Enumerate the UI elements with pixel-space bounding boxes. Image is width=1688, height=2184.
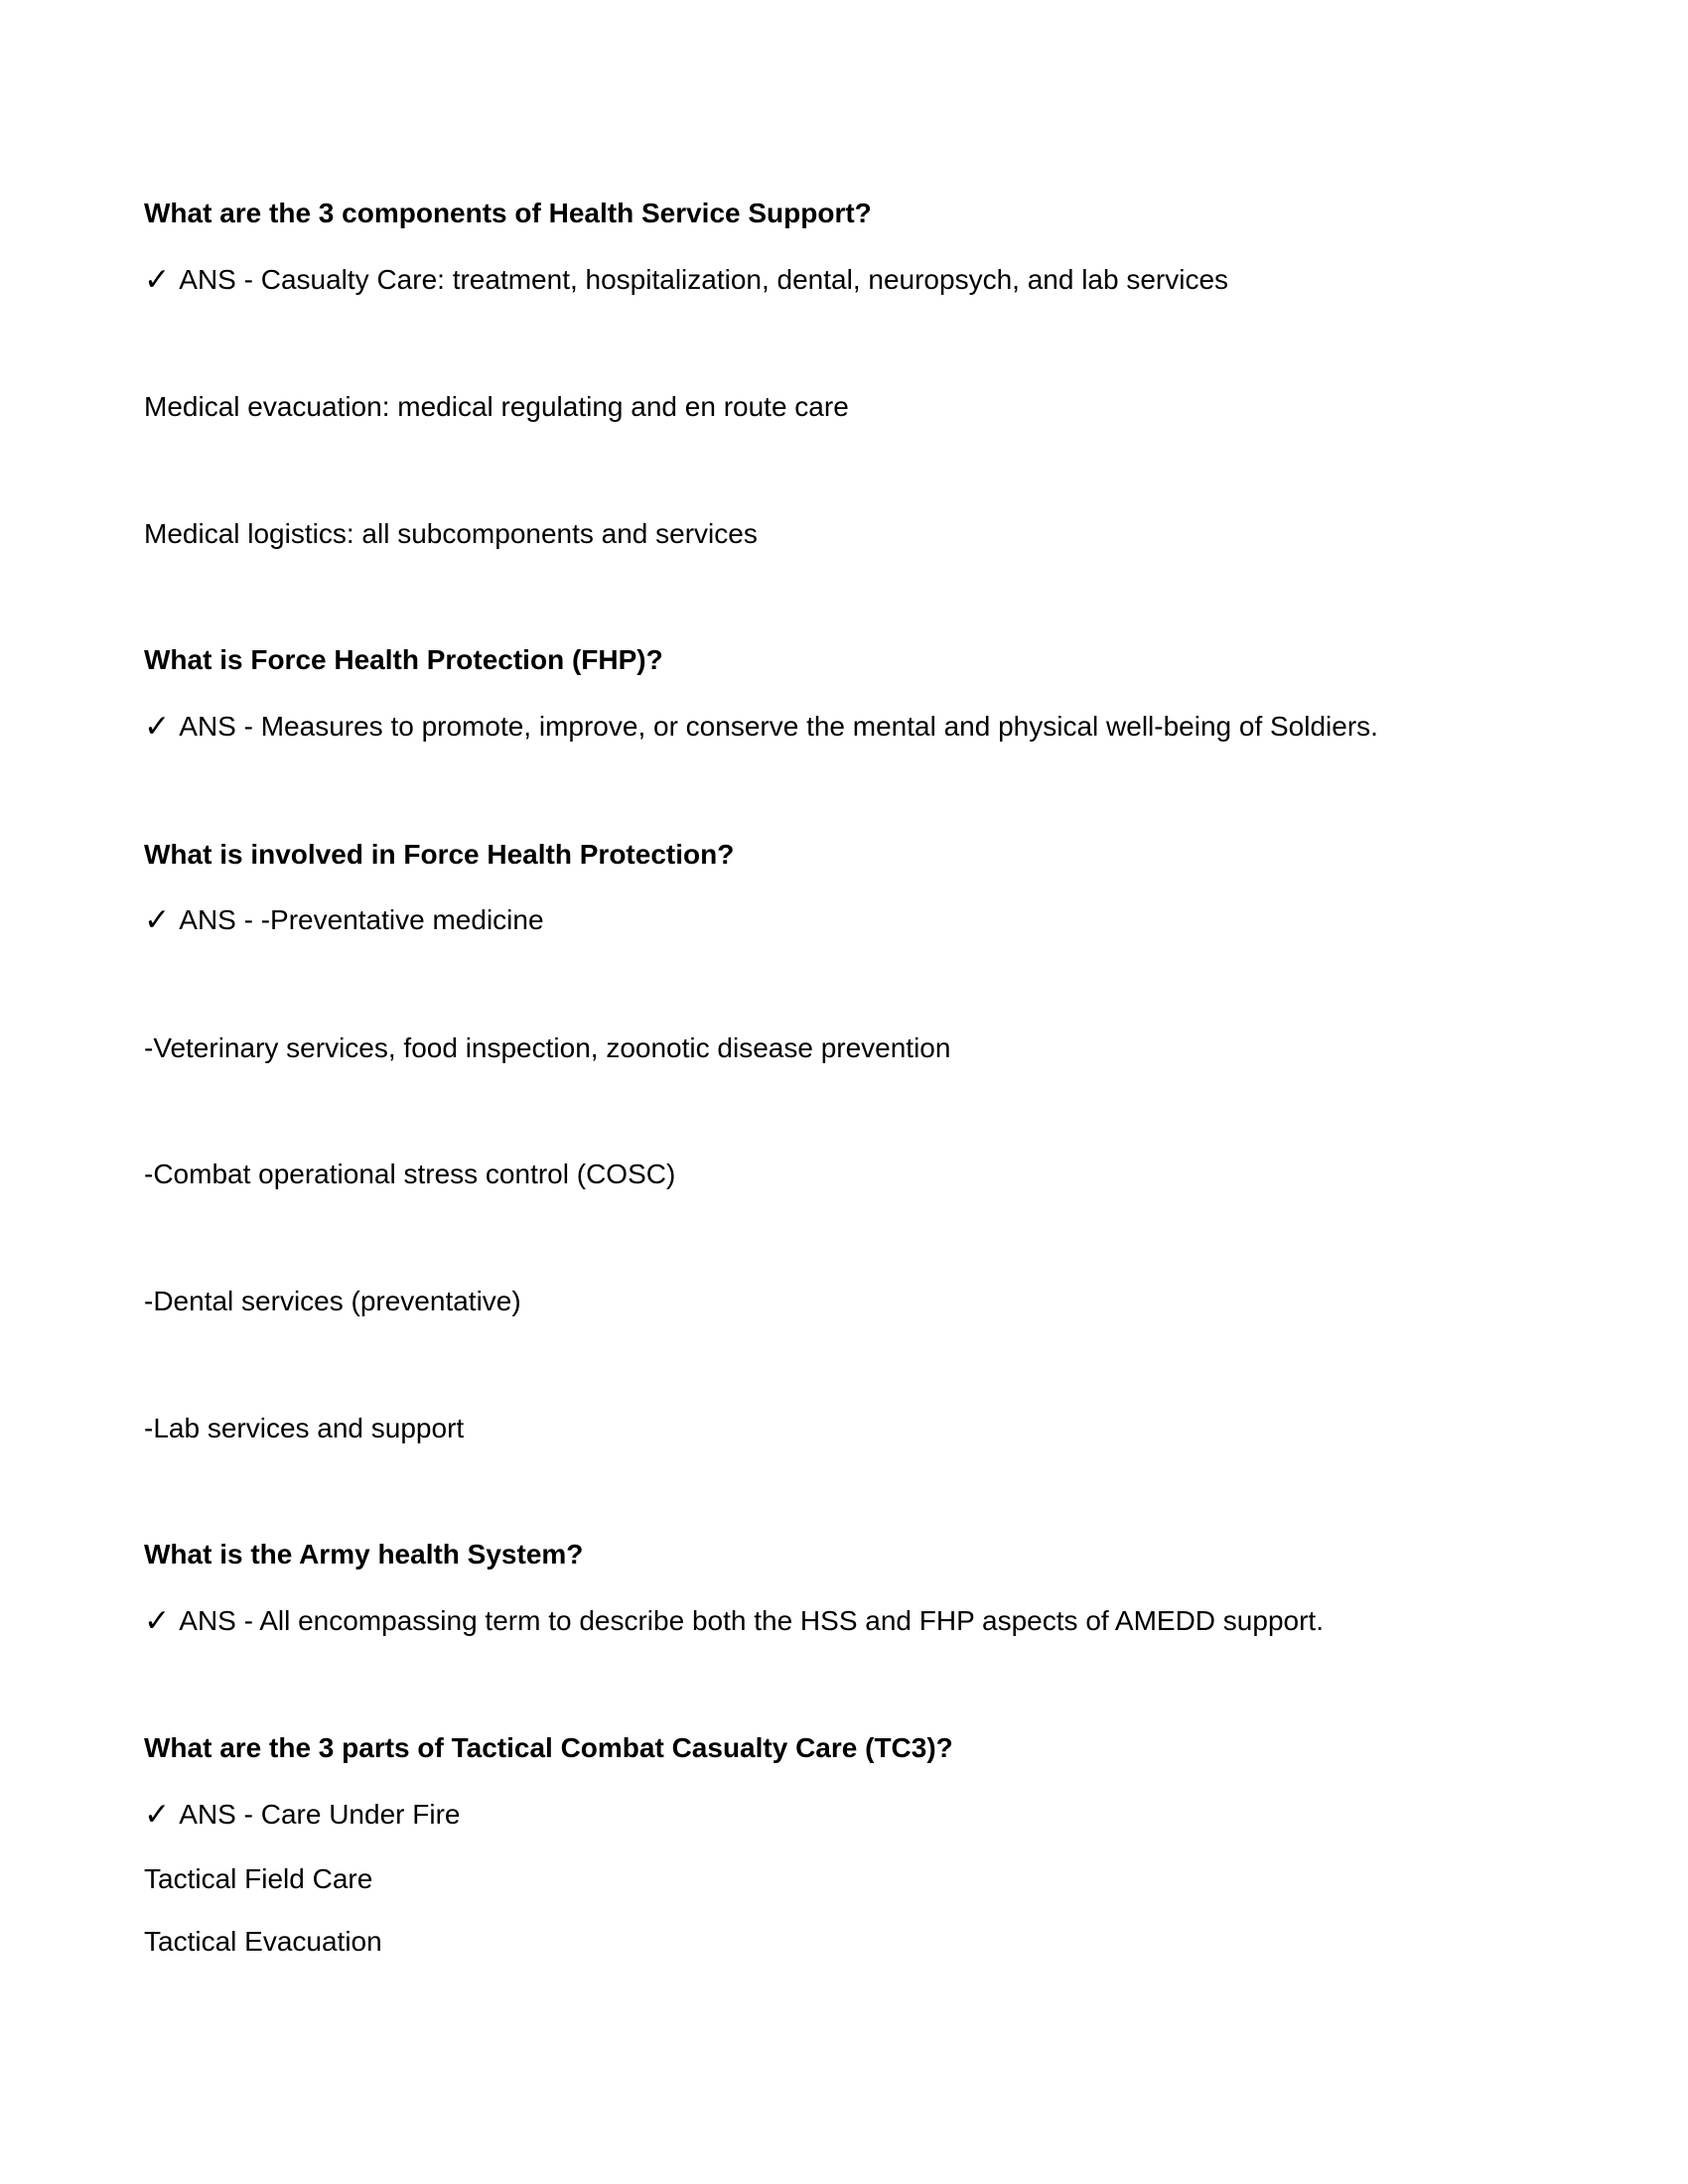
- answer-line: [144, 1795, 1539, 1833]
- answer-text: ANS - -Preventative medicine: [179, 904, 544, 936]
- checkmark-icon: ✓: [144, 261, 171, 297]
- question-heading: What are the 3 components of Health Service Support?: [144, 198, 872, 228]
- text-line: Tactical Field Care: [144, 1862, 373, 1894]
- checkmark-icon: ✓: [144, 709, 171, 744]
- text-line: -Combat operational stress control (COSC): [144, 1159, 676, 1190]
- answer-text: ANS - All encompassing term to describe both the HSS and FHP aspects of AMEDD support.: [179, 1604, 1324, 1636]
- text-line: -Lab services and support: [144, 1412, 465, 1443]
- checkmark-icon: ✓: [144, 902, 171, 938]
- question-heading: What is the Army health System?: [144, 1539, 584, 1570]
- text-line: -Veterinary services, food inspection, zoonotic disease prevention: [144, 1031, 951, 1063]
- checkmark-icon: ✓: [144, 1602, 171, 1638]
- answer-line: [144, 260, 1539, 298]
- question-heading: What are the 3 parts of Tactical Combat Casualty Care (TC3)?: [144, 1732, 953, 1764]
- text-line: -Dental services (preventative): [144, 1286, 521, 1317]
- question-heading: What is involved in Force Health Protection?: [144, 838, 735, 870]
- text-line: Medical evacuation: medical regulating and en route care: [144, 391, 849, 423]
- answer-line: [144, 707, 1539, 745]
- answer-line: [144, 900, 1539, 938]
- answer-text: ANS - Casualty Care: treatment, hospitalization, dental, neuropsych, and lab services: [179, 263, 1229, 295]
- answer-text: ANS - Measures to promote, improve, or conserve the mental and physical well-being of Soldiers.: [179, 711, 1378, 742]
- answer-line: [144, 1601, 1539, 1639]
- text-line: Tactical Evacuation: [144, 1926, 382, 1958]
- answer-text: ANS - Care Under Fire: [179, 1799, 461, 1831]
- text-line: Medical logistics: all subcomponents and services: [144, 517, 758, 549]
- question-heading: What is Force Health Protection (FHP)?: [144, 644, 663, 676]
- checkmark-icon: ✓: [144, 1797, 171, 1833]
